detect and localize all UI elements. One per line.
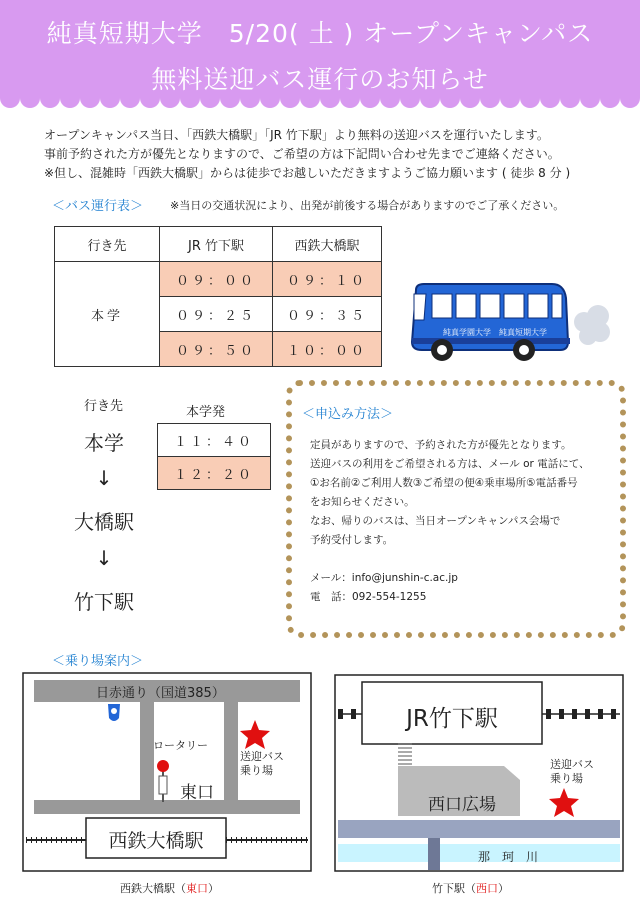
time-cell: １２：２０ xyxy=(158,457,271,490)
bus-side-text: 純真学園大学 純真短期大学 xyxy=(443,328,547,337)
col-jr: JR 竹下駅 xyxy=(160,227,273,262)
intro-line2: 事前予約された方が優先となりますので、ご希望の方は下記問い合わせ先までご連絡ください。 xyxy=(44,147,560,161)
schedule-note: ※当日の交通状況により、出発が前後する場合がありますのでご了承ください。 xyxy=(170,199,565,212)
right-caption: 竹下駅（西口） xyxy=(432,882,509,895)
bus-icon xyxy=(402,280,614,366)
intro-text xyxy=(44,126,624,183)
apply-line: ①お名前②ご利用人数③ご希望の便④乗車場所⑤電話番号 xyxy=(310,477,578,489)
dest-cell: 本学 xyxy=(55,262,160,367)
contact-mail: メール：info@junshin-c.ac.jp xyxy=(310,572,458,584)
apply-line: 定員がありますので、予約された方が優先となります。 xyxy=(310,439,572,451)
route-arrow-1: ↓ xyxy=(95,466,113,490)
time-cell: ０９：３５ xyxy=(273,297,382,332)
time-cell: ０９：００ xyxy=(160,262,273,297)
title-line2: 無料送迎バス運行のお知らせ xyxy=(151,65,489,94)
route-stop-2: 大橋駅 xyxy=(74,510,134,534)
col-dest: 行き先 xyxy=(55,227,160,262)
maps-heading: ＜乗り場案内＞ xyxy=(52,654,144,669)
apply-line: 予約受付します。 xyxy=(310,534,394,546)
time-cell: ０９：５０ xyxy=(160,332,273,367)
police-icon xyxy=(108,704,120,721)
intro-line1: オープンキャンパス当日、「西鉄大橋駅」「JR 竹下駅」より無料の送迎バスを運行いたします。 xyxy=(44,128,549,142)
intro-line3: ※但し、混雑時「西鉄大橋駅」からは徒歩でお越しいただきますようご協力願います ( 徒歩 8 分 ) xyxy=(44,166,571,180)
schedule-table xyxy=(54,226,382,367)
contact-tel: 電 話：092-554-1255 xyxy=(310,591,427,603)
route-stop-1: 本学 xyxy=(84,431,124,455)
return-table xyxy=(157,423,271,490)
exhaust-cloud-icon xyxy=(574,305,610,345)
time-cell: １１：４０ xyxy=(158,424,271,457)
return-dest-label: 行き先 xyxy=(84,399,124,414)
right-stop-label2: 乗り場 xyxy=(550,772,583,785)
apply-line: をお知らせください。 xyxy=(310,496,415,508)
right-station-label: JR竹下駅 xyxy=(406,706,498,732)
title-line1: 純真短期大学 5/20( 土 ) オープンキャンパス xyxy=(46,19,594,48)
col-nishitetsu: 西鉄大橋駅 xyxy=(273,227,382,262)
apply-heading: ＜申込み方法＞ xyxy=(302,407,394,422)
time-cell: ０９：１０ xyxy=(273,262,382,297)
right-stop-label1: 送迎バス xyxy=(550,758,594,771)
left-caption: 西鉄大橋駅（東口） xyxy=(120,882,219,895)
exit-label: 東口 xyxy=(180,783,214,803)
left-road-label: 日赤通り（国道385） xyxy=(96,686,225,701)
scallop-border xyxy=(0,94,640,116)
schedule-heading: ＜バス運行表＞ xyxy=(52,199,144,214)
depart-label: 本学発 xyxy=(186,405,226,420)
apply-line: なお、帰りのバスは、当日オープンキャンパス会場で xyxy=(310,515,561,527)
river-label: 那 珂 川 xyxy=(478,850,539,864)
left-stop-label1: 送迎バス xyxy=(240,750,284,763)
left-station-label: 西鉄大橋駅 xyxy=(108,830,204,852)
time-cell: １０：００ xyxy=(273,332,382,367)
route-stop-3: 竹下駅 xyxy=(74,590,134,614)
time-cell: ０９：２５ xyxy=(160,297,273,332)
route-arrow-2: ↓ xyxy=(95,546,113,570)
plaza-label: 西口広場 xyxy=(428,795,496,815)
rotary-label: ロータリー xyxy=(153,739,208,752)
left-stop-label2: 乗り場 xyxy=(240,764,273,777)
apply-text xyxy=(310,436,610,607)
apply-line: 送迎バスの利用をご希望される方は、メール or 電話にて、 xyxy=(310,458,590,470)
